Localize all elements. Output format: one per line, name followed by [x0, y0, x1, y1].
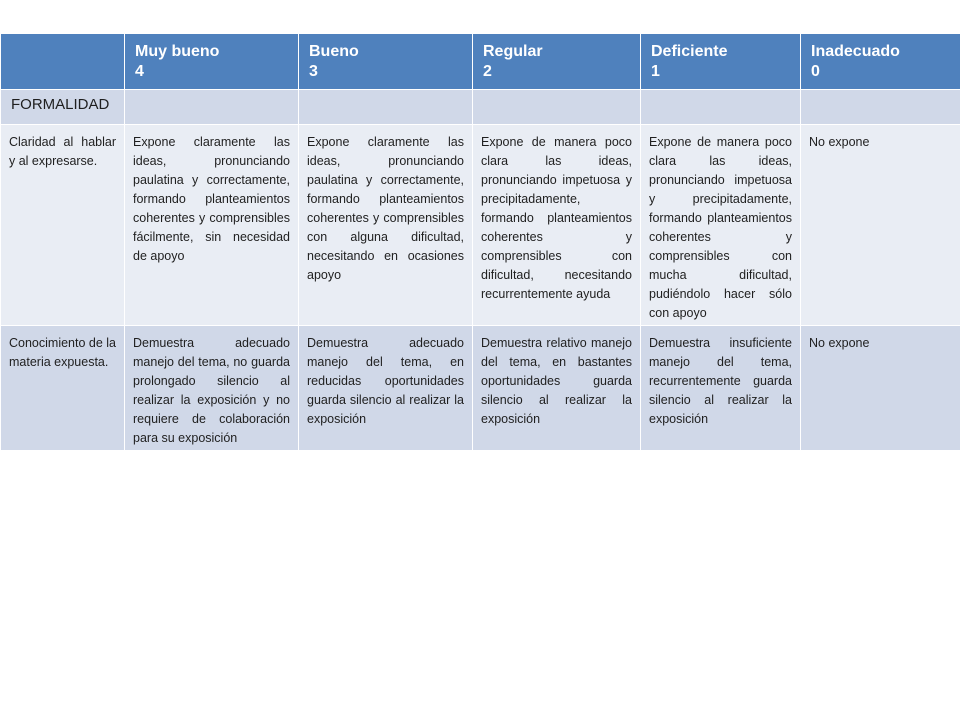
- header-score: 0: [811, 63, 820, 80]
- descriptor-cell: Expone claramente las ideas, pronunciando paulatina y correctamente, formando planteamientos coherentes y comprensibles fácilmente, sin necesidad de apoyo: [125, 125, 299, 326]
- section-empty-cell: [473, 90, 641, 125]
- header-score: 4: [135, 63, 144, 80]
- table-row: [1, 326, 960, 451]
- header-inadecuado: [801, 34, 960, 90]
- header-deficiente: [641, 34, 801, 90]
- header-muy-bueno: [125, 34, 299, 90]
- descriptor-cell: No expone: [801, 125, 960, 326]
- rubric-table: [0, 33, 960, 451]
- criterion-cell: Claridad al hablar y al expresarse.: [1, 125, 125, 326]
- descriptor-cell: Demuestra relativo manejo del tema, en bastantes oportunidades guarda silencio al realizar la exposición: [473, 326, 641, 451]
- header-label: Inadecuado: [811, 43, 900, 60]
- header-bueno: [299, 34, 473, 90]
- descriptor-cell: No expone: [801, 326, 960, 451]
- header-regular: [473, 34, 641, 90]
- descriptor-cell: Demuestra adecuado manejo del tema, en reducidas oportunidades guarda silencio al realizar la exposición: [299, 326, 473, 451]
- table-row: [1, 125, 960, 326]
- section-label-cell: [1, 90, 125, 125]
- descriptor-cell: Expone de manera poco clara las ideas, pronunciando impetuosa y precipitadamente, formando planteamientos coherentes y comprensibles con dificultad, necesitando recurrentemente ayuda: [473, 125, 641, 326]
- section-empty-cell: [125, 90, 299, 125]
- descriptor-cell: Demuestra insuficiente manejo del tema, recurrentemente guarda silencio al realizar la exposición: [641, 326, 801, 451]
- section-empty-cell: [801, 90, 960, 125]
- header-label: Regular: [483, 43, 543, 60]
- section-empty-cell: [299, 90, 473, 125]
- section-label: FORMALIDAD: [11, 96, 110, 113]
- header-score: 1: [651, 63, 660, 80]
- header-score: 3: [309, 63, 318, 80]
- descriptor-cell: Demuestra adecuado manejo del tema, no guarda prolongado silencio al realizar la exposición y no requiere de colaboración para su exposición: [125, 326, 299, 451]
- descriptor-cell: Expone claramente las ideas, pronunciando paulatina y correctamente, formando planteamientos coherentes y comprensibles con alguna dificultad, necesitando en ocasiones apoyo: [299, 125, 473, 326]
- header-row: [1, 34, 960, 90]
- criterion-cell: Conocimiento de la materia expuesta.: [1, 326, 125, 451]
- header-criterion-cell: [1, 34, 125, 90]
- descriptor-cell: Expone de manera poco clara las ideas, pronunciando impetuosa y precipitadamente, formando planteamientos coherentes y comprensibles con mucha dificultad, pudiéndolo hacer sólo con apoyo: [641, 125, 801, 326]
- header-score: 2: [483, 63, 492, 80]
- section-row: [1, 90, 960, 125]
- header-label: Deficiente: [651, 43, 728, 60]
- header-label: Bueno: [309, 43, 359, 60]
- header-label: Muy bueno: [135, 43, 220, 60]
- section-empty-cell: [641, 90, 801, 125]
